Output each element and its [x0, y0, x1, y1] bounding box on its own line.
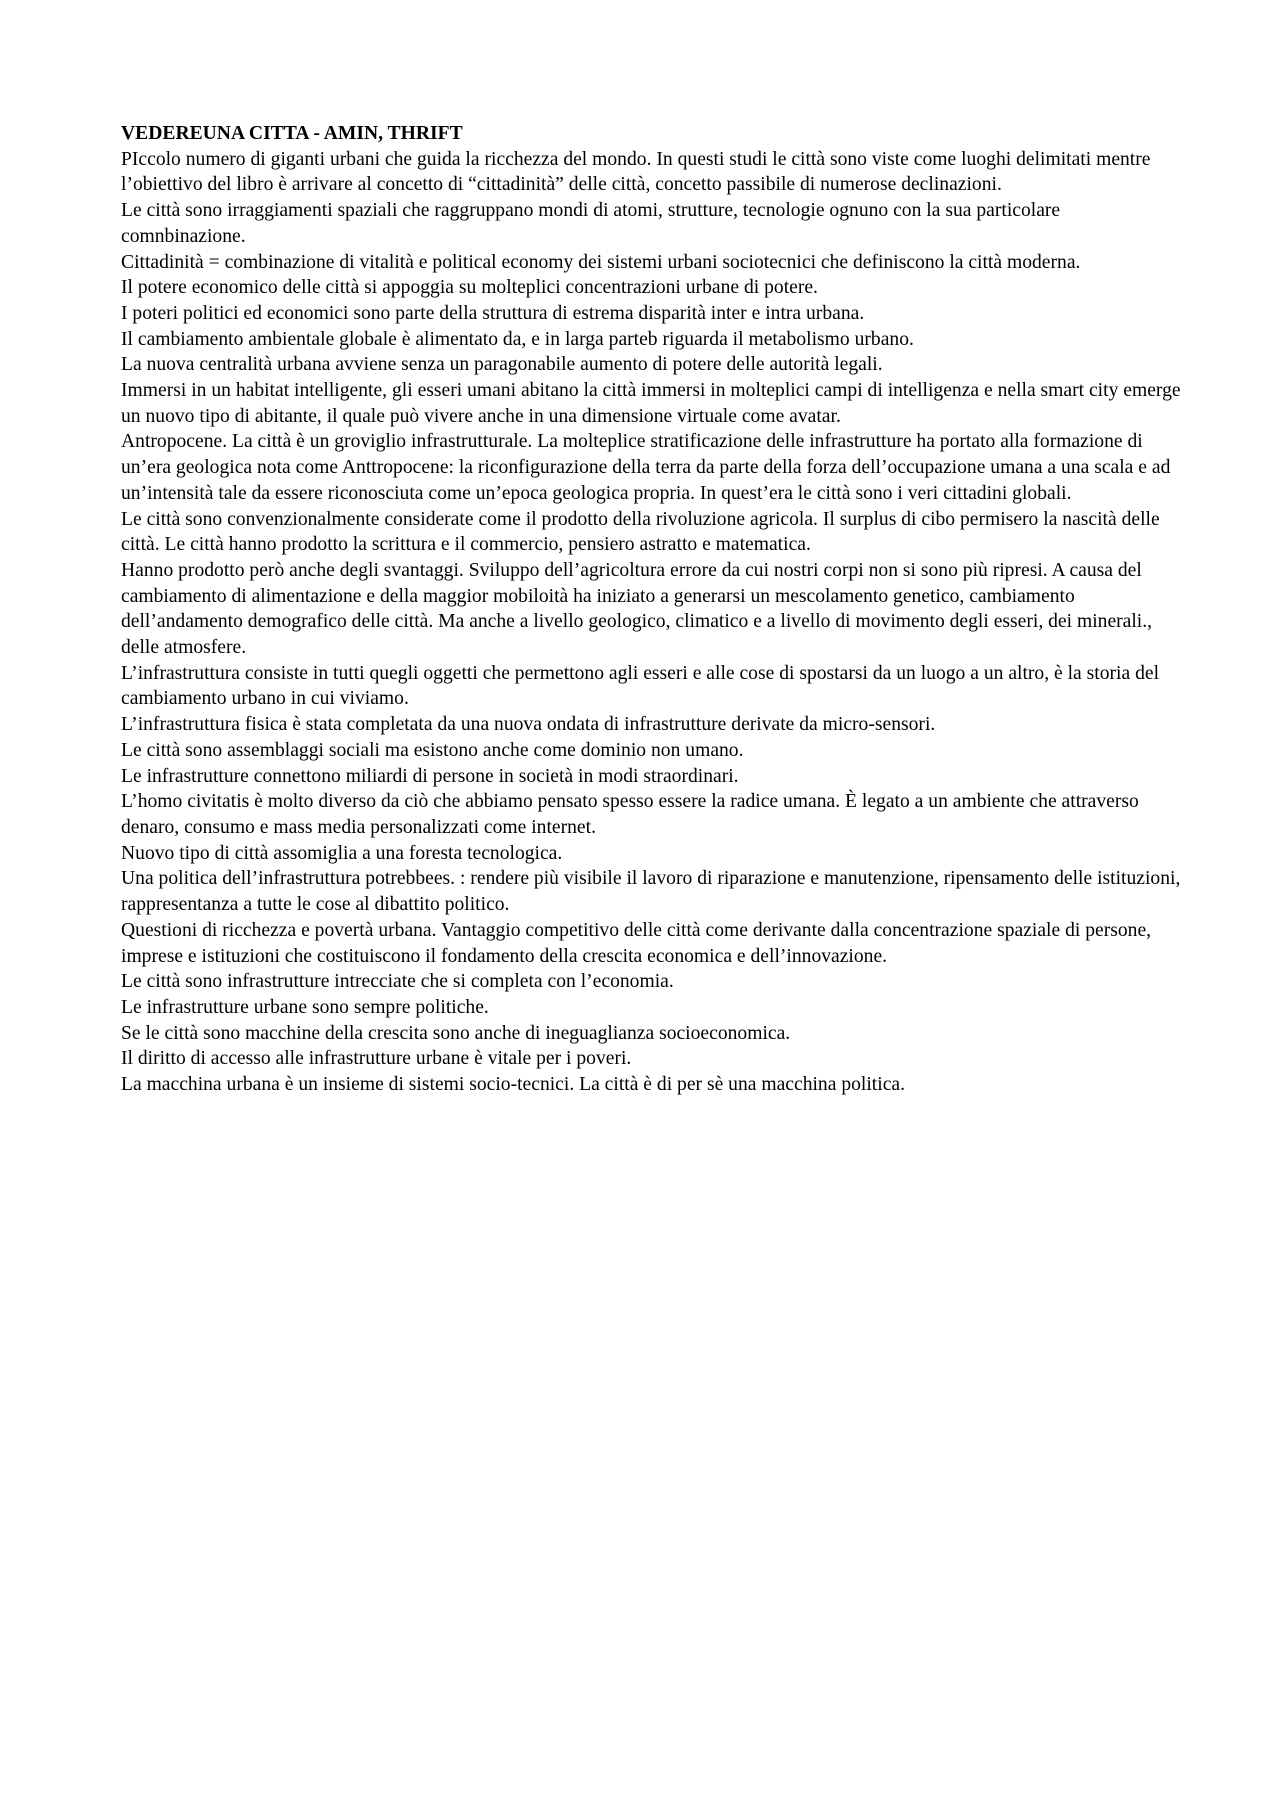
- paragraph: Il potere economico delle città si appoggia su molteplici concentrazioni urbane di potere.: [121, 277, 818, 299]
- paragraph: Le città sono convenzionalmente considerate come il prodotto della rivoluzione agricola. Il surplus di cibo permisero la nascità delle città. Le città hanno prodotto la scrittura e il commercio, pensiero astratto e matematica.: [121, 508, 1160, 556]
- paragraph: Se le città sono macchine della crescita sono anche di ineguaglianza socioeconomica.: [121, 1022, 791, 1044]
- paragraph: Cittadinità = combinazione di vitalità e political economy dei sistemi urbani sociotecnici che definiscono la città moderna.: [121, 251, 1081, 273]
- paragraph: Hanno prodotto però anche degli svantaggi. Sviluppo dell’agricoltura errore da cui nostri corpi non si sono più ripresi. A causa del cambiamento di alimentazione e della maggior mobiloità ha iniziato a generarsi un mescolamento genetico, cambiamento dell’andamento demografico delle città. Ma anche a livello geologico, climatico e a livello di movimento degli esseri, dei minerali., delle atmosfere.: [121, 559, 1153, 659]
- paragraph: Le infrastrutture urbane sono sempre politiche.: [121, 996, 489, 1018]
- paragraph: I poteri politici ed economici sono parte della struttura di estrema disparità inter e intra urbana.: [121, 302, 865, 324]
- paragraph: Le città sono infrastrutture intrecciate che si completa con l’economia.: [121, 971, 674, 993]
- paragraph: Le città sono assemblaggi sociali ma esistono anche come dominio non umano.: [121, 739, 744, 761]
- paragraph: Il diritto di accesso alle infrastrutture urbane è vitale per i poveri.: [121, 1048, 632, 1070]
- paragraph: Immersi in un habitat intelligente, gli esseri umani abitano la città immersi in molteplici campi di intelligenza e nella smart city emerge un nuovo tipo di abitante, il quale può vivere anche in una dimensione virtuale come avatar.: [121, 380, 1181, 427]
- paragraph: Questioni di ricchezza e povertà urbana. Vantaggio competitivo delle città come derivante dalla concentrazione spaziale di persone, imprese e istituzioni che costituiscono il fondamento della crescita economica e dell’innovazione.: [121, 919, 1152, 967]
- paragraph: Le infrastrutture connettono miliardi di persone in società in modi straordinari.: [121, 765, 739, 787]
- paragraph: Le città sono irraggiamenti spaziali che raggruppano mondi di atomi, strutture, tecnologie ognuno con la sua particolare comnbinazione.: [121, 200, 1061, 247]
- paragraph: Una politica dell’infrastruttura potrebbees. : rendere più visibile il lavoro di riparazione e manutenzione, ripensamento delle istituzioni, rappresentanza a tutte le cose al dibattito politico.: [121, 868, 1181, 916]
- paragraph: Nuovo tipo di città assomiglia a una foresta tecnologica.: [121, 842, 563, 864]
- paragraph: PIccolo numero di giganti urbani che guida la ricchezza del mondo. In questi studi le città sono viste come luoghi delimitati mentre l’obiettivo del libro è arrivare al concetto di “cittadinità” delle città, concetto passibile di numerose declinazioni.: [121, 148, 1151, 196]
- paragraph: L’infrastruttura fisica è stata completata da una nuova ondata di infrastrutture derivate da micro-sensori.: [121, 714, 936, 736]
- paragraph: La nuova centralità urbana avviene senza un paragonabile aumento di potere delle autorità legali.: [121, 354, 883, 376]
- paragraph: Il cambiamento ambientale globale è alimentato da, e in larga parteb riguarda il metabolismo urbano.: [121, 328, 914, 350]
- document-title: VEDEREUNA CITTA - AMIN, THRIFT: [121, 123, 463, 144]
- document-body: [121, 121, 1181, 1098]
- paragraph: L’homo civitatis è molto diverso da ciò che abbiamo pensato spesso essere la radice umana. È legato a un ambiente che attraverso denaro, consumo e mass media personalizzati come internet.: [121, 791, 1139, 838]
- paragraph: L’infrastruttura consiste in tutti quegli oggetti che permettono agli esseri e alle cose di spostarsi da un luogo a un altro, è la storia del cambiamento urbano in cui viviamo.: [121, 662, 1160, 710]
- paragraph: Antropocene. La città è un groviglio infrastrutturale. La molteplice stratificazione delle infrastrutture ha portato alla formazione di un’era geologica nota come Anttropocene: la riconfigurazione della terra da parte della forza dell’occupazione umana a una scala e ad un’intensità tale da essere riconosciuta come un’epoca geologica propria. In quest’era le città sono i veri cittadini globali.: [121, 431, 1171, 504]
- paragraph: La macchina urbana è un insieme di sistemi socio-tecnici. La città è di per sè una macchina politica.: [121, 1074, 905, 1096]
